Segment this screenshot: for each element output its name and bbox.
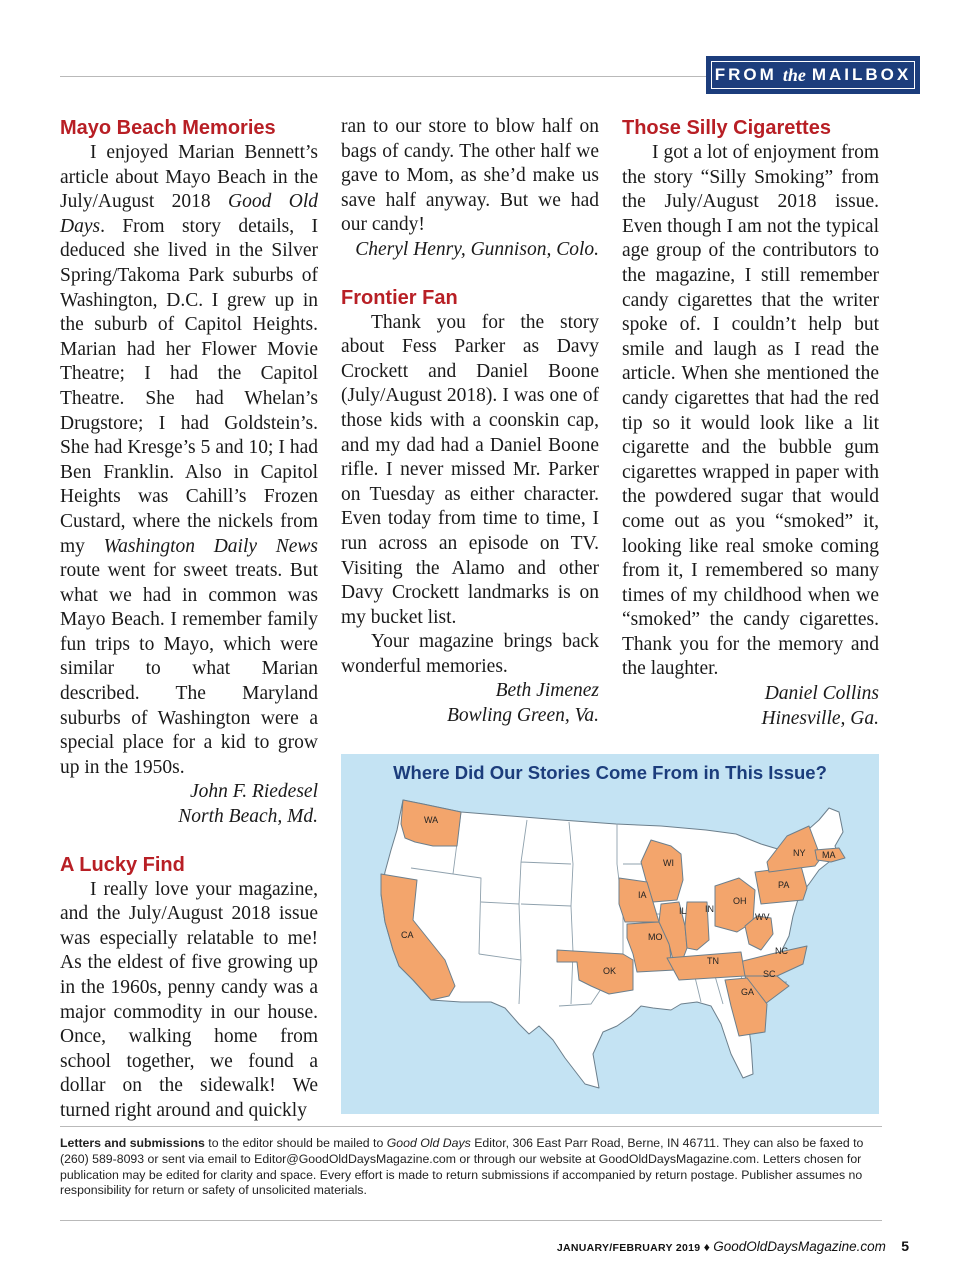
label-il: IL (679, 906, 687, 916)
label-tn: TN (707, 956, 719, 966)
footer-rule-top (60, 1126, 882, 1127)
footer-rule-bottom (60, 1220, 882, 1221)
signature-mayo-name: John F. Riedesel (190, 781, 318, 803)
label-oh: OH (733, 896, 747, 906)
label-wa: WA (424, 815, 439, 825)
letter-title-frontier: Frontier Fan (341, 286, 458, 309)
letter-title-lucky: A Lucky Find (60, 853, 185, 876)
badge-the: the (782, 64, 806, 85)
label-in: IN (705, 904, 714, 914)
label-nc: NC (775, 946, 788, 956)
letter-body-lucky: I really love your magazine, and the July/August 2018 issue was especially relatable to me! As the eldest of five growing up in the 1960s, penny candy was a major commodity in our house. Once, walking home from school together, we found a dollar on the sidewalk! We turned right around and quickly (60, 878, 318, 1121)
column-1 (60, 115, 318, 1124)
header-rule (60, 76, 706, 77)
story-origin-map (341, 754, 879, 1114)
signature-frontier-place: Bowling Green, Va. (446, 705, 599, 727)
letter-body-lucky-cont: ran to our store to blow half on bags of candy. The other half we gave to Mom, as she’d make us save half anyway. But we had our candy! (341, 116, 599, 236)
page-folio (557, 1238, 909, 1254)
label-wv: WV (755, 912, 770, 922)
letter-body-mayo: I enjoyed Marian Bennett’s article about Mayo Beach in the July/August 2018 Good Old Days. From story details, I deduced she lived in the Silver Spring/Takoma Park suburbs of Washington, D.C. I grew up in the suburb of Capitol Heights. Marian had her Flower Movie Theatre; I had the Capitol Theatre. She had Whelan’s Drugstore; I had Goldstein’s. She had Kresge’s 5 and 10; I had Ben Franklin. Also in Capitol Heights was Cahill’s Frozen Custard, where the nickels from my Washington Daily News route went for sweet treats. But what we had in common was Mayo Beach. I remember family fun trips to Mayo, which were similar to what Marian described. The Maryland suburbs of Washington were a special place for a kid to grow up in the 1950s. (60, 142, 318, 778)
signature-silly-place: Hinesville, Ga. (761, 707, 879, 729)
letter-title-silly: Those Silly Cigarettes (622, 117, 831, 139)
label-ok: OK (603, 966, 617, 976)
signature-lucky: Cheryl Henry, Gunnison, Colo. (355, 238, 599, 260)
label-ia: IA (638, 890, 647, 900)
signature-mayo-place: North Beach, Md. (178, 806, 318, 828)
badge-mailbox: MAILBOX (811, 65, 912, 84)
website: GoodOldDaysMagazine.com (713, 1239, 886, 1254)
page-number: 5 (901, 1238, 909, 1254)
letter-body-frontier: Thank you for the story about Fess Parker as Davy Crockett and Daniel Boone (July/August 2018). I was one of those kids with a coonskin cap, and my dad had a Daniel Boone rifle. I never missed Mr. Parker on Tuesday as either character. Even today from time to time, I run across an episode on TV. Visiting the Alamo and other Davy Crockett landmarks is on my bucket list. (341, 311, 599, 628)
column-3 (622, 115, 879, 731)
submission-notice: Letters and submissions to the editor should be mailed to Good Old Days Editor, 306 East Parr Road, Berne, IN 46711. They can also be faxed to (260) 589-8093 or sent via email to Editor@GoodOldDaysMagazine.com or through our website at GoodOldDaysMagazine.com. Letters chosen for publication may be edited for clarity and space. Every effort is made to return submissions if accompanied by return postage. Publisher assumes no responsibility for return or safety of unsolicited materials. (60, 1136, 864, 1198)
letter-title-mayo: Mayo Beach Memories (60, 117, 276, 139)
letter-body-frontier-2: Your magazine brings back wonderful memories. (341, 631, 599, 677)
map-title: Where Did Our Stories Come From in This Issue? (393, 762, 827, 783)
badge-from: FROM (714, 65, 777, 84)
label-ga: GA (741, 987, 755, 997)
section-badge (706, 56, 920, 94)
us-map (341, 754, 879, 1114)
signature-frontier-name: Beth Jimenez (495, 680, 599, 702)
folio-separator: ♦ (703, 1240, 710, 1254)
label-ma: MA (822, 850, 836, 860)
label-ca: CA (401, 930, 414, 940)
label-sc: SC (763, 969, 776, 979)
column-2 (341, 115, 599, 729)
label-ny: NY (793, 848, 806, 858)
label-mo: MO (648, 932, 663, 942)
letter-body-silly: I got a lot of enjoyment from the story “Silly Smoking” from the July/August 2018 issue. Even though I am not the typical age group of the contributors to the magazine, I still remember candy cigarettes that the writer spoke of. I couldn’t help but smile and laugh as I read the article. When she mentioned the candy cigarettes that had the red tip so it would look like a lit cigarette and the bubble gum cigarettes wrapped in paper with the powdered sugar that would come out as you “smoked” it, looking like real smoke coming from it, I remembered so many times of my childhood when we “smoked” the candy cigarettes. Thank you for the memory and the laughter. (622, 142, 879, 680)
label-wi: WI (663, 858, 674, 868)
issue-date: JANUARY/FEBRUARY 2019 (556, 1242, 701, 1254)
label-pa: PA (778, 880, 790, 890)
signature-silly-name: Daniel Collins (764, 683, 879, 705)
